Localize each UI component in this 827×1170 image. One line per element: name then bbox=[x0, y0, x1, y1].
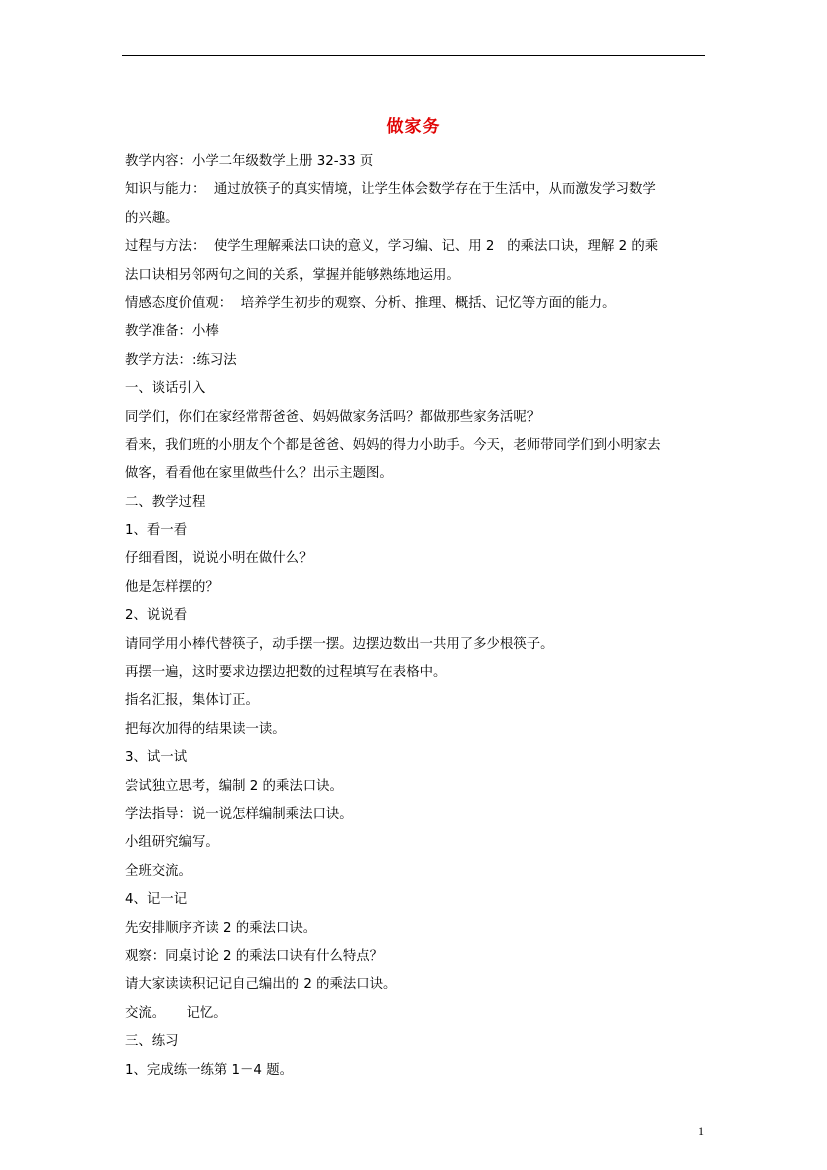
section-heading-practice: 三、练习 bbox=[125, 1034, 179, 1050]
subheading-look: 1、看一看 bbox=[125, 523, 188, 539]
paragraph-line: 把每次加得的结果读一读。 bbox=[125, 721, 286, 737]
line-knowledge-2: 的兴趣。 bbox=[125, 210, 179, 226]
section-heading-process: 二、教学过程 bbox=[125, 494, 206, 510]
subheading-try: 3、试一试 bbox=[125, 750, 188, 766]
subheading-remember: 4、记一记 bbox=[125, 892, 188, 908]
paragraph-line: 请大家读读积记记自己编出的 2 的乘法口诀。 bbox=[125, 977, 397, 993]
paragraph-line: 做客，看看他在家里做些什么？出示主题图。 bbox=[125, 466, 393, 482]
line-content: 教学内容：小学二年级数学上册 32-33 页 bbox=[125, 154, 374, 169]
document-body bbox=[125, 148, 711, 1085]
document-title: 做家务 bbox=[386, 117, 441, 137]
paragraph-line: 同学们，你们在家经常帮爸爸、妈妈做家务活吗？都做那些家务活呢？ bbox=[125, 409, 541, 425]
paragraph-line: 尝试独立思考，编制 2 的乘法口诀。 bbox=[125, 778, 343, 794]
paragraph-line: 看来，我们班的小朋友个个都是爸爸、妈妈的得力小助手。今天，老师带同学们到小明家去 bbox=[125, 437, 661, 453]
line-method: 教学方法：:练习法 bbox=[125, 352, 237, 368]
paragraph-line: 1、完成练一练第 1－4 题。 bbox=[125, 1062, 293, 1078]
paragraph-line: 学法指导：说一说怎样编制乘法口诀。 bbox=[125, 806, 353, 822]
header-rule bbox=[122, 55, 705, 56]
line-emotion: 情感态度价值观： 培养学生初步的观察、分析、推理、概括、记忆等方面的能力。 bbox=[125, 295, 616, 311]
paragraph-line: 请同学用小棒代替筷子，动手摆一摆。边摆边数出一共用了多少根筷子。 bbox=[125, 636, 554, 652]
paragraph-line: 先安排顺序齐读 2 的乘法口诀。 bbox=[125, 920, 317, 936]
paragraph-line: 小组研究编写。 bbox=[125, 835, 219, 851]
page-number: 1 bbox=[698, 1124, 704, 1138]
section-heading-intro: 一、谈话引入 bbox=[125, 381, 206, 397]
paragraph-line: 他是怎样摆的？ bbox=[125, 579, 219, 595]
paragraph-line: 交流。 记忆。 bbox=[125, 1005, 227, 1021]
line-process-2: 法口诀相另邻两句之间的关系，掌握并能够熟练地运用。 bbox=[125, 267, 460, 283]
paragraph-line: 观察：同桌讨论 2 的乘法口诀有什么特点？ bbox=[125, 948, 384, 964]
line-preparation: 教学准备：小棒 bbox=[125, 324, 219, 340]
paragraph-line: 指名汇报，集体订正。 bbox=[125, 693, 259, 709]
paragraph-line: 全班交流。 bbox=[125, 863, 192, 879]
paragraph-line: 再摆一遍，这时要求边摆边把数的过程填写在表格中。 bbox=[125, 665, 447, 681]
line-knowledge-1: 知识与能力： 通过放筷子的真实情境，让学生体会数学存在于生活中，从而激发学习数学 bbox=[125, 182, 656, 198]
paragraph-line: 仔细看图，说说小明在做什么？ bbox=[125, 551, 313, 567]
subheading-say: 2、说说看 bbox=[125, 608, 188, 624]
line-process-1: 过程与方法： 使学生理解乘法口诀的意义，学习编、记、用 2 的乘法口诀，理解 2 的乘 bbox=[125, 239, 659, 255]
